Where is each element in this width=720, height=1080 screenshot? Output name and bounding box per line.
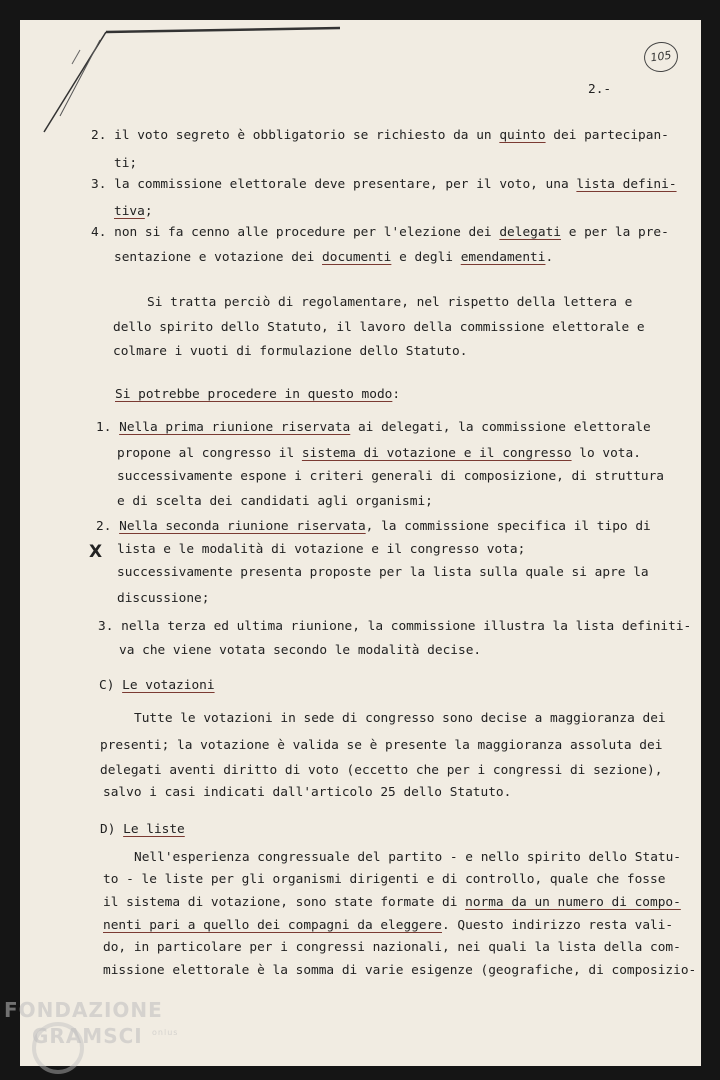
archive-watermark: FONDAZIONE GRAMSCI onlus: [4, 998, 163, 1048]
text-line: propone al congresso il sistema di votazione e il congresso lo vota.: [117, 446, 641, 461]
text-line: missione elettorale è la somma di varie esigenze (geografiche, di composizio-: [103, 963, 697, 978]
page-number: 2.-: [588, 82, 612, 97]
archive-page-number: 105: [642, 40, 680, 74]
text-line: 2. Nella seconda riunione riservata, la commissione specifica il tipo di: [96, 519, 651, 534]
text-line: tiva;: [114, 204, 153, 219]
text-line: delegati aventi diritto di voto (eccetto che per i congressi di sezione),: [100, 763, 663, 778]
section-heading-c: C) Le votazioni: [99, 678, 215, 693]
watermark-ring-icon: [32, 1022, 84, 1074]
text-line: sentazione e votazione dei documenti e degli emendamenti.: [114, 250, 554, 265]
text-line: salvo i casi indicati dall'articolo 25 dello Statuto.: [103, 785, 512, 800]
text-line: discussione;: [117, 591, 210, 606]
text-line: Tutte le votazioni in sede di congresso sono decise a maggioranza dei: [134, 711, 666, 726]
text-line: Nell'esperienza congressuale del partito - e nello spirito dello Statu-: [134, 850, 682, 865]
text-line: lista e le modalità di votazione e il congresso vota;: [117, 542, 526, 557]
section-intro: Si potrebbe procedere in questo modo:: [115, 387, 401, 402]
text-line: to - le liste per gli organismi dirigenti e di controllo, quale che fosse: [103, 872, 666, 887]
text-line: ti;: [114, 156, 138, 171]
section-heading-d: D) Le liste: [100, 822, 185, 837]
text-line: e di scelta dei candidati agli organismi;: [117, 494, 433, 509]
text-line: presenti; la votazione è valida se è presente la maggioranza assoluta dei: [100, 738, 663, 753]
text-line: Si tratta perciò di regolamentare, nel rispetto della lettera e: [147, 295, 633, 310]
text-line: 3. nella terza ed ultima riunione, la commissione illustra la lista definiti-: [98, 619, 692, 634]
text-line: successivamente presenta proposte per la lista sulla quale si apre la: [117, 565, 649, 580]
corner-fold-marks: [20, 20, 360, 140]
text-line: va che viene votata secondo le modalità decise.: [119, 643, 482, 658]
text-line: colmare i vuoti di formulazione dello Statuto.: [113, 344, 468, 359]
text-line: nenti pari a quello dei compagni da eleggere. Questo indirizzo resta vali-: [103, 918, 674, 933]
text-line: successivamente espone i criteri generali di composizione, di struttura: [117, 469, 665, 484]
text-line: il sistema di votazione, sono state formate di norma da un numero di compo-: [103, 895, 681, 910]
text-line: 2. il voto segreto è obbligatorio se richiesto da un quinto dei partecipan-: [91, 128, 669, 143]
text-line: do, in particolare per i congressi nazionali, nei quali la lista della com-: [103, 940, 681, 955]
text-line: dello spirito dello Statuto, il lavoro della commissione elettorale e: [113, 320, 645, 335]
document-page: [20, 20, 701, 1066]
text-line: 3. la commissione elettorale deve presentare, per il voto, una lista defini-: [91, 177, 677, 192]
text-line: 4. non si fa cenno alle procedure per l'elezione dei delegati e per la pre-: [91, 225, 669, 240]
text-line: 1. Nella prima riunione riservata ai delegati, la commissione elettorale: [96, 420, 651, 435]
handwritten-x-mark: X: [89, 542, 103, 562]
